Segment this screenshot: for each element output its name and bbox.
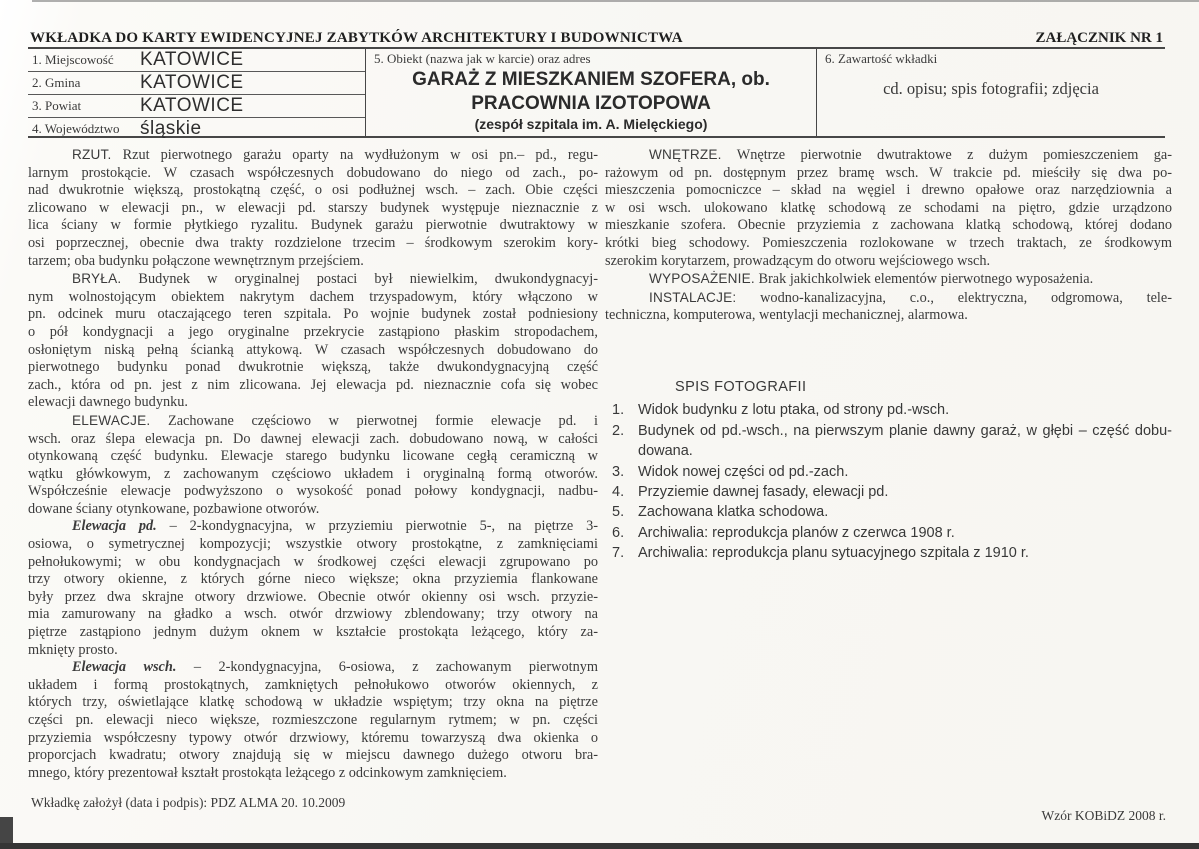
text-line: dowane ściany otynkowane, pozbawione otworów. (28, 500, 320, 517)
field-label: 1. Miejscowość (32, 52, 114, 67)
text-line: larnym prostokącie. W czasach współczesnych dobudowano do niego od zach., po- (28, 164, 598, 181)
text-line: były przez dwa skrajne otwory drzwiowe. Obecnie otwór okienny osi wsch. przyzie- (28, 588, 598, 605)
document-title: WKŁADKA DO KARTY EWIDENCYJNEJ ZABYTKÓW ARCHITEKTURY I BUDOWNICTWA (30, 30, 683, 46)
paragraph (28, 270, 598, 412)
text-line: otynkowaną część budynku. Elewacje starego budynku licowane cegłą ceramiczną w (28, 448, 598, 465)
text-line: Elewacja pd. – 2-kondygnacyjna, w przyziemiu pierwotnie 5-, na piętrze 3- (72, 518, 598, 535)
field-value: KATOWICE (140, 95, 244, 116)
contents-section-label: 6. Zawartość wkładki (825, 51, 938, 66)
text-line: BRYŁA. Budynek w oryginalnej postaci był niewielkim, dwukondygnacyj- (72, 271, 598, 288)
object-name-line2: PRACOWNIA IZOTOPOWA (471, 93, 711, 114)
text-line: wsch. oraz ślepa elewacja pn. Do dawnej elewacji zach. dobudowano nową, w całości (28, 430, 598, 447)
photo-item-text (638, 502, 1172, 522)
photo-item-text (638, 523, 1172, 543)
photo-list (605, 400, 1172, 563)
text-line: mknięty prosto. (28, 641, 118, 658)
field-value: KATOWICE (140, 72, 244, 93)
photo-item-number: 3. (612, 463, 625, 480)
text-line: pierwotnego budynku ponad dwukrotnie większą, także dwukondygnacyjną część (28, 359, 598, 376)
photo-item-number: 6. (612, 524, 625, 541)
field-row (28, 49, 365, 72)
text-line: układem i formą prostokątnych, zamkniętych pełnołukowo otworów okiennych, z (28, 676, 598, 693)
paragraph (28, 659, 598, 782)
text-line: zlicowano w elewacji pn., w elewacji pd. starszy budynek występuje nieznacznie z (28, 199, 598, 216)
object-section-label: 5. Obiekt (nazwa jak w karcie) oraz adres (374, 51, 591, 66)
photo-item (605, 482, 1172, 502)
photo-list-section (605, 377, 1172, 564)
photo-item (605, 543, 1172, 563)
paragraph (28, 518, 598, 659)
field-row (28, 72, 365, 95)
text-line: piętrze zastąpiono jednym dużym oknem w kształcie prostokąta leżącego, który za- (28, 624, 598, 641)
text-line: WYPOSAŻENIE. Brak jakichkolwiek elementów pierwotnego wyposażenia. (649, 271, 1094, 288)
photo-item-text (638, 421, 1172, 462)
text-line: mieszczenia pomocniczce – skład na węgiel i drewno opałowe oraz narzędziownia a (605, 182, 1172, 199)
field-label: 2. Gmina (32, 75, 81, 90)
text-line: tarzem; oba budynku połączone wewnętrznym przejściem. (28, 252, 364, 269)
right-column-paragraphs (605, 146, 1172, 325)
photo-item-text (638, 482, 1172, 502)
text-line: INSTALACJE: wodno-kanalizacyjna, c.o., elektryczna, odgromowa, tele- (649, 289, 1172, 306)
text-line: wątku główkowym, z zachowanym częściowo układem i oryginalną formą otworów. (28, 465, 598, 482)
field-row (28, 118, 365, 140)
photo-item-number: 1. (612, 402, 625, 419)
location-fields (28, 49, 366, 139)
footer-note-right: Wzór KOBiDZ 2008 r. (1041, 808, 1166, 823)
field-label: 4. Województwo (32, 121, 120, 136)
text-line: Widok budynku z lotu ptaka, od strony pd.-wsch. (638, 402, 950, 419)
text-line: lica ściany w formie płytkiego ryzalitu. Budynek garażu pierwotnie dwutraktowy w (28, 217, 598, 234)
photo-item (605, 523, 1172, 543)
photo-item (605, 462, 1172, 482)
field-label: 3. Powiat (32, 98, 82, 113)
paragraph-lead: WNĘTRZE. (649, 147, 722, 162)
text-line: trzy otwory okienne, z których górne nieco większe; okna przyziemia flankowane (28, 571, 598, 588)
field-value: śląskie (140, 118, 202, 139)
photo-list-heading: SPIS FOTOGRAFII (675, 378, 807, 395)
right-text-column (605, 146, 1172, 564)
text-line: rażowym od pn. dostępnym przez bramę wsch. W trakcie pd. mieściły się dwa po- (605, 164, 1172, 181)
photo-item (605, 400, 1172, 420)
text-line: części pn. elewacji nieco większe, rozmieszczone regularnym rytmem; w pn. części (28, 712, 598, 728)
text-line: Widok nowej części od pd.-zach. (638, 463, 849, 480)
photo-item-number: 5. (612, 504, 625, 521)
photo-item-text (638, 462, 1172, 482)
text-line: Elewacja wsch. – 2-kondygnacyjna, 6-osiowa, z zachowanym pierwotnym (72, 659, 598, 676)
text-line: w osi wsch. ulokowano klatkę schodową ze schodami na piętro, gdzie urządzono (605, 199, 1172, 216)
text-line: Archiwalia: reprodukcja planów z czerwca 1908 r. (638, 524, 955, 541)
text-line: elewacji dawnego budynku. (28, 394, 188, 411)
text-line: Budynek od pd.-wsch., na pierwszym planie dawny garaż, w głębi – część dobu- (638, 422, 1172, 439)
paragraph (28, 146, 598, 270)
text-line: RZUT. Rzut pierwotnego garażu oparty na wydłużonym w osi pn.– pd., regu- (72, 147, 598, 163)
photo-item-number: 4. (612, 483, 625, 500)
paragraph-lead: WYPOSAŻENIE. (649, 271, 755, 287)
text-line: Przyziemie dawnej fasady, elewacji pd. (638, 483, 889, 500)
paragraph (605, 289, 1172, 325)
text-line: mia zamurowany na gładko a wsch. otwór drzwiowy zblendowany; trzy otwory na (28, 606, 598, 623)
text-line: szerokim korytarzem, prowadzącym do otworu wejściowego wsch. (605, 252, 991, 269)
contents-value: cd. opisu; spis fotografii; zdjęcia (883, 79, 1099, 98)
photo-item-number: 7. (612, 545, 625, 562)
text-line: Zachowana klatka schodowa. (638, 504, 829, 521)
text-line: Współcześnie elewacje podwyższono o wysokość ponad połowy kondygnacji, nadbu- (28, 483, 598, 500)
contents-section (817, 49, 1165, 136)
text-line: WNĘTRZE. Wnętrze pierwotnie dwutraktowe z dużym pomieszczeniem ga- (649, 147, 1172, 163)
text-line: osiowa, o symetrycznej kompozycji; wszystkie otwory prostokątne, z zamknięciami (28, 536, 598, 553)
paragraph (605, 270, 1172, 289)
left-text-column (28, 146, 598, 782)
text-line: o pół kondygnacji a jego oryginalne przekrycie zastąpiono płaskim stropodachem, (28, 323, 598, 340)
field-value: KATOWICE (140, 49, 244, 70)
text-line: Archiwalia: reprodukcja planu sytuacyjnego szpitala z 1910 r. (638, 545, 1029, 562)
footer-note-left: Wkładkę założył (data i podpis): PDZ ALMA 20. 10.2009 (31, 795, 346, 810)
text-line: proporcjach kwadratu; otwory znajdują się w miejscu dawnego dużego otworu bra- (28, 747, 598, 764)
text-line: techniczna, komputerowa, wentylacji mechanicznej, alarmowa. (605, 307, 968, 324)
object-section (366, 49, 817, 136)
text-line: osi poprzecznej, obecnie dwa trakty rozdzielone trzecim – środkowym szerokim kory- (28, 234, 598, 251)
photo-item-text (638, 400, 1172, 420)
scan-edge-bottom (0, 843, 1199, 849)
paragraph-lead: BRYŁA. (72, 271, 122, 287)
text-line: nym wolnostojącym obiektem nakrytym dachem trzyspadowym, który włączono w (28, 288, 598, 305)
text-line: dowana. (638, 443, 693, 460)
paragraph-lead: Elewacja wsch. (72, 659, 177, 676)
text-line: krótki bieg schodowy. Pomieszczenia rozlokowane w trzech traktach, ze środkowym (605, 234, 1172, 251)
paragraph-lead: INSTALACJE: (649, 289, 737, 305)
text-line: mnego, który prezentował kształt prostokąta leżącego z odcinkowym zamknięciem. (28, 764, 507, 781)
annex-label: ZAŁĄCZNIK NR 1 (1035, 30, 1163, 46)
text-line: pełnołukowymi; w obu kondygnacjach w środkowej części elewacji zgrupowano po (28, 553, 598, 570)
text-line: nad dwukrotnie większą, prostokątną część, o osi podłużnej wsch. – zach. Obie części (28, 182, 598, 199)
photo-item-text (638, 543, 1172, 563)
text-line: których trzy, oświetlające klatkę schodową w układzie wspiętym; trzy okna na piętrze (28, 694, 598, 711)
paragraph (28, 412, 598, 519)
field-row (28, 95, 365, 118)
paragraph-lead: ELEWACJE. (72, 412, 151, 428)
paragraph (605, 146, 1172, 270)
text-line: mieszkanie szofera. Obecnie przyziemia z zachowana klatką schodową, której dodano (605, 217, 1172, 234)
text-line: pn. odcinek muru otaczającego teren szpitala. Po wojnie budynek został podniesiony (28, 306, 598, 323)
paragraph-lead: Elewacja pd. (72, 518, 157, 535)
text-line: zach., która od pn. jest z nim zlicowana. Jej elewacja pd. nieznacznie cofa się wobec (28, 376, 598, 393)
object-subtitle: (zespół szpitala im. A. Mielęckiego) (474, 116, 708, 132)
photo-item (605, 421, 1172, 462)
scan-edge-top (32, 0, 1199, 2)
header-table (28, 47, 1165, 138)
text-line: ELEWACJE. Zachowane częściowo w pierwotnej formie elewacje pd. i (72, 412, 598, 429)
photo-item (605, 502, 1172, 522)
text-line: przyziemia współczesny typowy otwór drzwiowy, któremu towarzyszą dwa okienka o (28, 729, 598, 746)
photo-item-number: 2. (612, 422, 625, 439)
text-line: osłoniętym niską pełną ścianką attykową. W czasach współczesnych dobudowano do (28, 341, 598, 358)
object-name-line1: GARAŻ Z MIESZKANIEM SZOFERA, ob. (412, 69, 770, 90)
paragraph-lead: RZUT. (72, 147, 112, 162)
